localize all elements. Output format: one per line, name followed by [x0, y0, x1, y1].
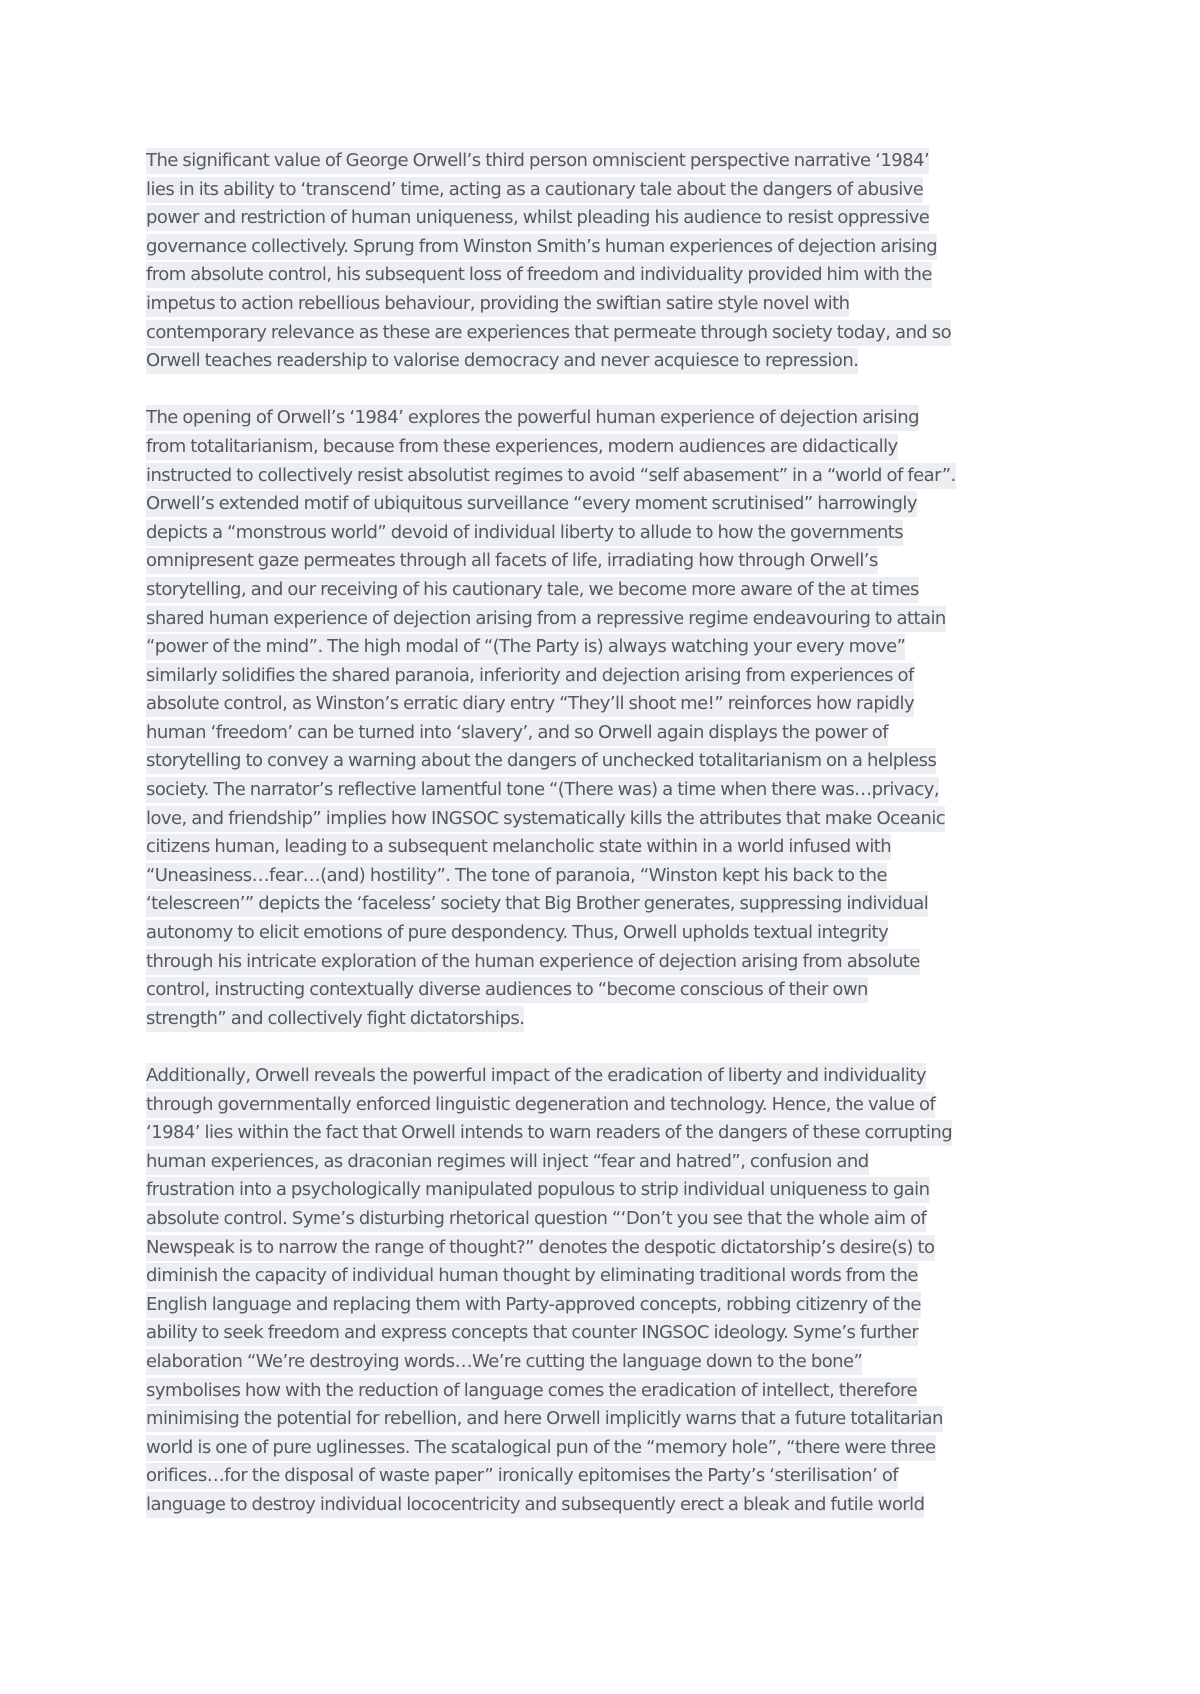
highlighted-text: power and restriction of human uniqueness, whilst pleading his audience to resist oppressive: [146, 205, 929, 231]
highlighted-text: orifices…for the disposal of waste paper” ironically epitomises the Party’s ‘sterilisation’ of: [146, 1463, 898, 1489]
text-line: [146, 462, 1066, 491]
text-line: [146, 1405, 1066, 1434]
text-line: [146, 1176, 1066, 1205]
text-line: [146, 233, 1066, 262]
text-line: [146, 976, 1066, 1005]
text-line: [146, 1148, 1066, 1177]
highlighted-text: frustration into a psychologically manipulated populous to strip individual uniqueness to gain: [146, 1177, 930, 1203]
essay-paragraph: [146, 404, 1066, 1033]
highlighted-text: human ‘freedom’ can be turned into ‘slavery’, and so Orwell again displays the power of: [146, 720, 888, 746]
highlighted-text: society. The narrator’s reflective lamentful tone “(There was) a time when there was…privacy,: [146, 777, 939, 803]
highlighted-text: governance collectively. Sprung from Winston Smith’s human experiences of dejection arising: [146, 234, 937, 260]
text-line: [146, 1005, 1066, 1034]
highlighted-text: instructed to collectively resist absolutist regimes to avoid “self abasement” in a “world of fear”.: [146, 463, 956, 489]
highlighted-text: “power of the mind”. The high modal of “(The Party is) always watching your every move”: [146, 634, 905, 660]
highlighted-text: English language and replacing them with Party-approved concepts, robbing citizenry of the: [146, 1292, 921, 1318]
highlighted-text: human experiences, as draconian regimes will inject “fear and hatred”, confusion and: [146, 1149, 869, 1175]
text-line: [146, 1119, 1066, 1148]
text-line: [146, 719, 1066, 748]
text-line: [146, 519, 1066, 548]
text-line: [146, 176, 1066, 205]
highlighted-text: contemporary relevance as these are experiences that permeate through society today, and so: [146, 320, 951, 346]
highlighted-text: world is one of pure uglinesses. The scatalogical pun of the “memory hole”, “there were three: [146, 1435, 936, 1461]
highlighted-text: storytelling, and our receiving of his cautionary tale, we become more aware of the at times: [146, 577, 919, 603]
highlighted-text: impetus to action rebellious behaviour, providing the swiftian satire style novel with: [146, 291, 849, 317]
highlighted-text: Newspeak is to narrow the range of thought?” denotes the despotic dictatorship’s desire(s) to: [146, 1235, 935, 1261]
highlighted-text: ‘telescreen’” depicts the ‘faceless’ society that Big Brother generates, suppressing individual: [146, 891, 928, 917]
essay-body: [146, 147, 1066, 1520]
text-line: [146, 261, 1066, 290]
text-line: [146, 747, 1066, 776]
text-line: [146, 776, 1066, 805]
text-line: [146, 547, 1066, 576]
text-line: [146, 1205, 1066, 1234]
highlighted-text: elaboration “We’re destroying words…We’re cutting the language down to the bone”: [146, 1349, 862, 1375]
highlighted-text: Additionally, Orwell reveals the powerful impact of the eradication of liberty and individuality: [146, 1063, 926, 1089]
text-line: [146, 147, 1066, 176]
highlighted-text: similarly solidifies the shared paranoia, inferiority and dejection arising from experiences of: [146, 663, 914, 689]
text-line: [146, 1462, 1066, 1491]
text-line: [146, 605, 1066, 634]
text-line: [146, 319, 1066, 348]
highlighted-text: The opening of Orwell’s ‘1984’ explores the powerful human experience of dejection arising: [146, 405, 919, 431]
highlighted-text: language to destroy individual lococentricity and subsequently erect a bleak and futile world: [146, 1492, 924, 1518]
highlighted-text: citizens human, leading to a subsequent melancholic state within in a world infused with: [146, 834, 891, 860]
highlighted-text: Orwell teaches readership to valorise democracy and never acquiesce to repression.: [146, 348, 858, 374]
text-line: [146, 1091, 1066, 1120]
highlighted-text: through governmentally enforced linguistic degeneration and technology. Hence, the value of: [146, 1092, 935, 1118]
highlighted-text: ability to seek freedom and express concepts that counter INGSOC ideology. Syme’s further: [146, 1320, 918, 1346]
highlighted-text: omnipresent gaze permeates through all facets of life, irradiating how through Orwell’s: [146, 548, 878, 574]
text-line: [146, 404, 1066, 433]
highlighted-text: through his intricate exploration of the human experience of dejection arising from absolute: [146, 949, 920, 975]
text-line: [146, 690, 1066, 719]
highlighted-text: Orwell’s extended motif of ubiquitous surveillance “every moment scrutinised” harrowingly: [146, 491, 917, 517]
text-line: [146, 204, 1066, 233]
highlighted-text: autonomy to elicit emotions of pure despondency. Thus, Orwell upholds textual integrity: [146, 920, 888, 946]
highlighted-text: lies in its ability to ‘transcend’ time, acting as a cautionary tale about the dangers of abusive: [146, 177, 923, 203]
highlighted-text: from absolute control, his subsequent loss of freedom and individuality provided him with the: [146, 262, 932, 288]
text-line: [146, 1377, 1066, 1406]
highlighted-text: storytelling to convey a warning about the dangers of unchecked totalitarianism on a helpless: [146, 748, 936, 774]
text-line: [146, 290, 1066, 319]
text-line: [146, 862, 1066, 891]
text-line: [146, 1348, 1066, 1377]
essay-paragraph: [146, 147, 1066, 376]
text-line: [146, 1491, 1066, 1520]
highlighted-text: “Uneasiness…fear…(and) hostility”. The tone of paranoia, “Winston kept his back to the: [146, 863, 887, 889]
text-line: [146, 633, 1066, 662]
highlighted-text: absolute control. Syme’s disturbing rhetorical question “‘Don’t you see that the whole aim of: [146, 1206, 926, 1232]
highlighted-text: love, and friendship” implies how INGSOC systematically kills the attributes that make Oceanic: [146, 806, 945, 832]
highlighted-text: strength” and collectively fight dictatorships.: [146, 1006, 524, 1032]
highlighted-text: The significant value of George Orwell’s third person omniscient perspective narrative ‘1984’: [146, 148, 929, 174]
highlighted-text: shared human experience of dejection arising from a repressive regime endeavouring to attain: [146, 606, 946, 632]
highlighted-text: minimising the potential for rebellion, and here Orwell implicitly warns that a future totalitarian: [146, 1406, 943, 1432]
text-line: [146, 1062, 1066, 1091]
highlighted-text: control, instructing contextually diverse audiences to “become conscious of their own: [146, 977, 868, 1003]
highlighted-text: diminish the capacity of individual human thought by eliminating traditional words from the: [146, 1263, 918, 1289]
text-line: [146, 890, 1066, 919]
highlighted-text: depicts a “monstrous world” devoid of individual liberty to allude to how the governments: [146, 520, 903, 546]
text-line: [146, 576, 1066, 605]
text-line: [146, 1319, 1066, 1348]
highlighted-text: from totalitarianism, because from these experiences, modern audiences are didactically: [146, 434, 898, 460]
text-line: [146, 347, 1066, 376]
text-line: [146, 805, 1066, 834]
text-line: [146, 1262, 1066, 1291]
text-line: [146, 490, 1066, 519]
text-line: [146, 1234, 1066, 1263]
text-line: [146, 919, 1066, 948]
text-line: [146, 1291, 1066, 1320]
highlighted-text: ‘1984’ lies within the fact that Orwell intends to warn readers of the dangers of these corrupting: [146, 1120, 952, 1146]
text-line: [146, 948, 1066, 977]
text-line: [146, 833, 1066, 862]
highlighted-text: absolute control, as Winston’s erratic diary entry “They’ll shoot me!” reinforces how rapidly: [146, 691, 914, 717]
essay-paragraph: [146, 1062, 1066, 1520]
text-line: [146, 1434, 1066, 1463]
text-line: [146, 662, 1066, 691]
text-line: [146, 433, 1066, 462]
highlighted-text: symbolises how with the reduction of language comes the eradication of intellect, therefore: [146, 1378, 917, 1404]
